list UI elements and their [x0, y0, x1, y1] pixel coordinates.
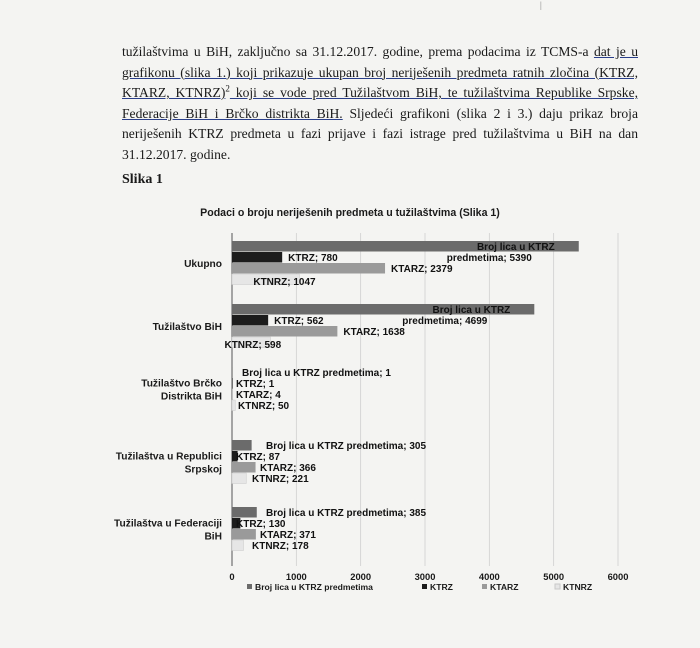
legend-swatch — [482, 584, 487, 589]
bar-broj-lica-u-ktrz-predmetima — [232, 367, 233, 378]
x-tick-label: 1000 — [285, 571, 307, 582]
footnote-ref: 2 — [225, 83, 230, 94]
x-tick-label: 5000 — [543, 571, 565, 582]
paragraph-text-underlined-1: dat je u grafikonu (slika 1.) koji prikazuje ukupan broj neriješenih predmeta ratnih zločina (KTRZ, KTARZ, KTNRZ) — [122, 44, 638, 101]
data-label-broj-lica: Broj lica u KTRZ predmetima; 1 — [242, 368, 391, 379]
data-label-broj-lica: Broj lica u KTRZ predmetima; 385 — [266, 508, 427, 519]
legend-swatch — [422, 584, 427, 589]
legend-swatch — [247, 584, 252, 589]
data-label-ktnrz: KTNRZ; 178 — [252, 541, 309, 552]
data-label-ktarz: KTARZ; 1638 — [343, 327, 405, 338]
x-tick-label: 6000 — [607, 571, 629, 582]
data-label-broj-lica-cont: predmetima; 5390 — [446, 253, 532, 264]
category-label: Tužilaštva u Republici — [115, 451, 222, 463]
data-label-ktrz: KTRZ; 780 — [288, 253, 338, 264]
bar-ktrz — [232, 252, 282, 263]
category-label: Tužilaštva u Federaciji — [114, 518, 222, 530]
data-label-ktnrz: KTNRZ; 598 — [224, 340, 282, 351]
category-label: Ukupno — [184, 259, 222, 270]
data-label-ktnrz: KTNRZ; 50 — [238, 401, 290, 412]
scan-edge-mark: | — [540, 0, 542, 10]
category-label: Tužilaštvo BiH — [152, 322, 222, 333]
data-label-ktarz: KTARZ; 2379 — [391, 264, 453, 275]
data-label-ktrz: KTRZ; 1 — [236, 379, 275, 390]
data-label-ktarz: KTARZ; 366 — [260, 463, 316, 474]
data-label-ktarz: KTARZ; 371 — [260, 530, 316, 541]
figure-label: Slika 1 — [122, 172, 163, 187]
bar-broj-lica-u-ktrz-predmetima — [232, 507, 257, 518]
x-tick-label: 3000 — [414, 571, 436, 582]
paragraph-text-1: tužilaštvima u BiH, zaključno sa 31.12.2017. godine, prema podacima iz TCMS-a — [122, 44, 594, 59]
category-label: BiH — [204, 531, 222, 543]
category-label: Tužilaštvo Brčko — [141, 378, 222, 390]
category-label: Distrikta BiH — [160, 391, 222, 403]
bar-ktnrz — [232, 540, 243, 551]
bar-ktarz — [232, 389, 233, 400]
data-label-broj-lica: Broj lica u KTRZ — [432, 305, 511, 316]
legend-label: KTARZ — [490, 582, 519, 592]
x-tick-label: 4000 — [478, 571, 500, 582]
x-tick-label: 0 — [229, 571, 235, 582]
legend-label: KTRZ — [430, 582, 453, 592]
legend-label: Broj lica u KTRZ predmetima — [255, 582, 373, 592]
bar-ktarz — [232, 263, 385, 274]
data-label-broj-lica: Broj lica u KTRZ — [476, 242, 555, 253]
bar-ktrz — [232, 378, 233, 389]
bar-ktnrz — [232, 400, 235, 411]
x-tick-label: 2000 — [350, 571, 372, 582]
bar-broj-lica-u-ktrz-predmetima — [232, 440, 252, 451]
legend-swatch — [555, 584, 560, 589]
data-label-broj-lica: Broj lica u KTRZ predmetima; 305 — [266, 441, 427, 452]
data-label-ktnrz: KTNRZ; 221 — [252, 474, 309, 485]
data-label-ktrz: KTRZ; 87 — [236, 452, 280, 463]
bar-ktarz — [232, 529, 256, 540]
chart-title: Podaci o broju neriješenih predmeta u tužilaštvima (Slika 1) — [200, 207, 500, 219]
data-label-ktrz: KTRZ; 562 — [274, 316, 324, 327]
paragraph-text-underlined-2: koji se vode pred Tužilaštvom BiH, te tužilaštvima Republike Srpske, Federacije BiH i Brčko distrikta BiH. — [122, 85, 639, 121]
bar-ktrz — [232, 315, 268, 326]
bar-ktarz — [232, 462, 256, 473]
bar-ktarz — [232, 326, 337, 337]
data-label-broj-lica-cont: predmetima; 4699 — [402, 316, 488, 327]
data-label-ktnrz: KTNRZ; 1047 — [253, 277, 316, 288]
data-label-ktarz: KTARZ; 4 — [236, 390, 281, 401]
legend-label: KTNRZ — [563, 582, 593, 592]
category-label: Srpskoj — [184, 464, 222, 476]
bar-ktnrz — [232, 473, 246, 484]
paragraph-text-2: Sljedeći grafikoni (slika 2 i 3.) daju prikaz broja neriješenih KTRZ predmeta u fazi prijave i fazi istrage pred tužilaštvima u BiH na dan 31.12.2017. godine. — [122, 105, 638, 162]
data-label-ktrz: KTRZ; 130 — [236, 519, 286, 530]
